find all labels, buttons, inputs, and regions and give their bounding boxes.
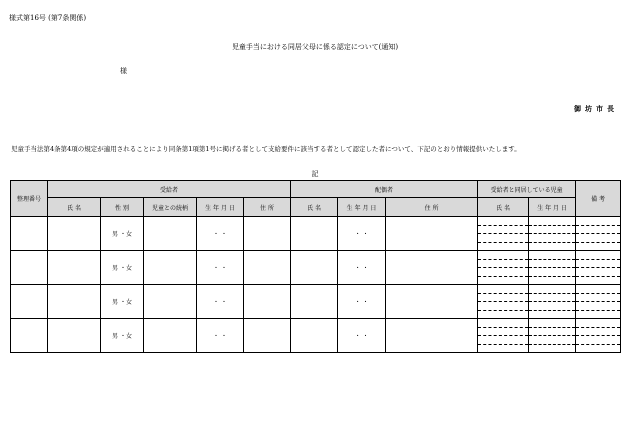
cell-jido-shimei[interactable]: [478, 302, 529, 311]
cell-jido-shimei[interactable]: [478, 234, 529, 243]
body-text: 児童手当法第4条第4項の規定が適用されることにより同条第1項第1号に掲げる者として支給要件に該当する者として認定した者について、下記のとおり情報提供いたします。: [11, 145, 521, 153]
header-jukyusha: 受給者: [48, 181, 291, 198]
cell-haigusha-seinengappi[interactable]: ・ ・: [338, 217, 386, 251]
cell-jido-seinengappi[interactable]: [529, 217, 576, 226]
cell-biko[interactable]: [576, 225, 621, 234]
cell-jukyusha-jusho[interactable]: [244, 251, 291, 285]
cell-biko[interactable]: [576, 302, 621, 311]
cell-haigusha-shimei[interactable]: [291, 319, 338, 353]
cell-jido-seinengappi[interactable]: [529, 259, 576, 268]
cell-haigusha-shimei[interactable]: [291, 285, 338, 319]
cell-jukyusha-jusho[interactable]: [244, 319, 291, 353]
cell-biko[interactable]: [576, 217, 621, 226]
cell-jido-shimei[interactable]: [478, 336, 529, 345]
header-jido-shimei: 氏 名: [478, 198, 529, 217]
cell-jukyusha-zokugara[interactable]: [144, 217, 197, 251]
header-doukyo-jido: 受給者と同居している児童: [478, 181, 576, 198]
cell-jido-seinengappi[interactable]: [529, 336, 576, 345]
cell-jukyusha-seibetsu[interactable]: 男 ・女: [101, 319, 144, 353]
header-haigusha-shimei: 氏 名: [291, 198, 338, 217]
cell-jukyusha-zokugara[interactable]: [144, 285, 197, 319]
cell-jido-shimei[interactable]: [478, 217, 529, 226]
cell-biko[interactable]: [576, 310, 621, 319]
cell-jukyusha-seibetsu[interactable]: 男 ・女: [101, 217, 144, 251]
cell-jido-shimei[interactable]: [478, 327, 529, 336]
cell-jukyusha-shimei[interactable]: [48, 285, 101, 319]
header-biko: 備 考: [576, 181, 621, 217]
cell-jido-seinengappi[interactable]: [529, 234, 576, 243]
cell-biko[interactable]: [576, 319, 621, 328]
cell-jido-seinengappi[interactable]: [529, 225, 576, 234]
cell-jido-shimei[interactable]: [478, 268, 529, 277]
cell-haigusha-seinengappi[interactable]: ・ ・: [338, 285, 386, 319]
cell-biko[interactable]: [576, 327, 621, 336]
header-jukyusha-seibetsu: 性 別: [101, 198, 144, 217]
cell-jukyusha-jusho[interactable]: [244, 217, 291, 251]
cell-haigusha-seinengappi[interactable]: ・ ・: [338, 319, 386, 353]
cell-jido-seinengappi[interactable]: [529, 310, 576, 319]
cell-haigusha-jusho[interactable]: [386, 319, 478, 353]
cell-haigusha-shimei[interactable]: [291, 251, 338, 285]
cell-jido-seinengappi[interactable]: [529, 319, 576, 328]
cell-jukyusha-seinengappi[interactable]: ・ ・: [197, 251, 244, 285]
cell-haigusha-jusho[interactable]: [386, 251, 478, 285]
notification-table: [10, 180, 621, 353]
cell-jido-shimei[interactable]: [478, 293, 529, 302]
cell-haigusha-jusho[interactable]: [386, 285, 478, 319]
cell-jido-shimei[interactable]: [478, 276, 529, 285]
header-haigusha: 配偶者: [291, 181, 478, 198]
cell-biko[interactable]: [576, 259, 621, 268]
cell-seiri-bango[interactable]: [11, 285, 48, 319]
form-number: 様式第16号 (第7条関係): [9, 14, 87, 22]
cell-jido-shimei[interactable]: [478, 319, 529, 328]
cell-jido-seinengappi[interactable]: [529, 302, 576, 311]
cell-biko[interactable]: [576, 285, 621, 294]
cell-jido-seinengappi[interactable]: [529, 344, 576, 353]
cell-biko[interactable]: [576, 268, 621, 277]
cell-biko[interactable]: [576, 336, 621, 345]
header-seiri-bango: 整理番号: [11, 181, 48, 217]
header-haigusha-seinengappi: 生 年 月 日: [338, 198, 386, 217]
cell-biko[interactable]: [576, 251, 621, 260]
header-jukyusha-jusho: 住 所: [244, 198, 291, 217]
cell-jido-shimei[interactable]: [478, 344, 529, 353]
cell-jido-seinengappi[interactable]: [529, 293, 576, 302]
document-title: 児童手当における同居父母に係る認定について(通知): [231, 43, 399, 51]
cell-haigusha-shimei[interactable]: [291, 217, 338, 251]
cell-jido-seinengappi[interactable]: [529, 268, 576, 277]
cell-jido-shimei[interactable]: [478, 259, 529, 268]
cell-jukyusha-seinengappi[interactable]: ・ ・: [197, 217, 244, 251]
cell-jukyusha-seibetsu[interactable]: 男 ・女: [101, 285, 144, 319]
addressee-suffix: 様: [120, 67, 127, 75]
cell-jido-seinengappi[interactable]: [529, 327, 576, 336]
cell-jido-seinengappi[interactable]: [529, 242, 576, 251]
cell-seiri-bango[interactable]: [11, 319, 48, 353]
cell-biko[interactable]: [576, 234, 621, 243]
cell-jukyusha-zokugara[interactable]: [144, 319, 197, 353]
cell-jukyusha-seinengappi[interactable]: ・ ・: [197, 285, 244, 319]
header-jukyusha-zokugara: 児童との続柄: [144, 198, 197, 217]
cell-jukyusha-jusho[interactable]: [244, 285, 291, 319]
cell-jido-seinengappi[interactable]: [529, 251, 576, 260]
cell-jukyusha-seinengappi[interactable]: ・ ・: [197, 319, 244, 353]
cell-jido-shimei[interactable]: [478, 225, 529, 234]
cell-jido-shimei[interactable]: [478, 251, 529, 260]
issuer-name: 御坊市長: [574, 104, 618, 113]
header-jido-seinengappi: 生 年 月 日: [529, 198, 576, 217]
cell-jido-seinengappi[interactable]: [529, 276, 576, 285]
cell-jido-shimei[interactable]: [478, 285, 529, 294]
cell-jukyusha-shimei[interactable]: [48, 319, 101, 353]
cell-jido-shimei[interactable]: [478, 242, 529, 251]
cell-jukyusha-shimei[interactable]: [48, 251, 101, 285]
cell-seiri-bango[interactable]: [11, 217, 48, 251]
cell-haigusha-jusho[interactable]: [386, 217, 478, 251]
cell-jukyusha-seibetsu[interactable]: 男 ・女: [101, 251, 144, 285]
cell-jukyusha-zokugara[interactable]: [144, 251, 197, 285]
cell-biko[interactable]: [576, 242, 621, 251]
header-haigusha-jusho: 住 所: [386, 198, 478, 217]
cell-haigusha-seinengappi[interactable]: ・ ・: [338, 251, 386, 285]
cell-jido-seinengappi[interactable]: [529, 285, 576, 294]
cell-biko[interactable]: [576, 344, 621, 353]
cell-biko[interactable]: [576, 293, 621, 302]
cell-jukyusha-shimei[interactable]: [48, 217, 101, 251]
header-jukyusha-seinengappi: 生 年 月 日: [197, 198, 244, 217]
ki-label: 記: [311, 170, 319, 178]
cell-biko[interactable]: [576, 276, 621, 285]
cell-seiri-bango[interactable]: [11, 251, 48, 285]
cell-jido-shimei[interactable]: [478, 310, 529, 319]
header-jukyusha-shimei: 氏 名: [48, 198, 101, 217]
